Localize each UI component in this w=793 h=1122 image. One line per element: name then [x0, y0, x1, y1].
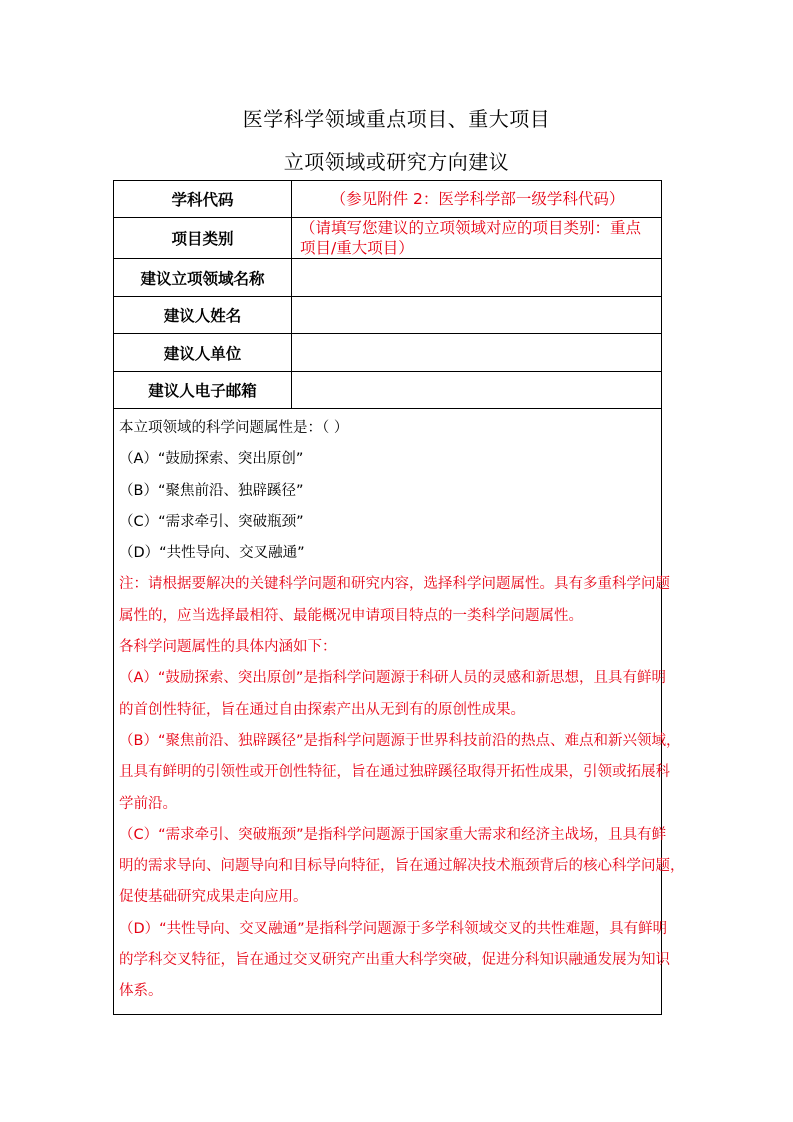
label-field-name: 建议立项领域名称 [114, 259, 292, 297]
definition-d-line2: 的学科交叉特征，旨在通过交叉研究产出重大科学突破，促进分科知识融通发展为知识 [119, 952, 670, 969]
label-proposer-email: 建议人电子邮箱 [114, 372, 292, 409]
definition-c-line2: 明的需求导向、问题导向和目标导向特征，旨在通过解决技术瓶颈背后的核心科学问题， [119, 858, 685, 875]
field-subject-code[interactable]: （参见附件 2：医学科学部一级学科代码） [292, 181, 662, 218]
form-row-proposer-email [114, 372, 662, 409]
proposal-form-table [113, 180, 685, 1015]
definition-b-line1: （B）“聚焦前沿、独辟蹊径”是指科学问题源于世界科技前沿的热点、难点和新兴领域， [119, 732, 681, 749]
field-proposer-unit[interactable] [292, 334, 662, 372]
attribute-option-b[interactable]: （B）“聚焦前沿、独辟蹊径” [119, 482, 304, 499]
attribute-question: 本立项领域的科学问题属性是：（ ） [119, 420, 349, 436]
attribute-option-a[interactable]: （A）“鼓励探索、突出原创” [119, 451, 304, 468]
note-line1: 注：请根据要解决的关键科学问题和研究内容，选择科学问题属性。具有多重科学问题 [119, 576, 670, 593]
definitions-intro: 各科学问题属性的具体内涵如下： [119, 639, 337, 656]
definition-b-line2: 且具有鲜明的引领性或开创性特征，旨在通过独辟蹊径取得开拓性成果，引领或拓展科 [119, 764, 670, 781]
label-project-category: 项目类别 [114, 218, 292, 259]
note-line2: 属性的，应当选择最相符、最能概况申请项目特点的一类科学问题属性。 [119, 607, 583, 624]
definition-d-line3: 体系。 [119, 983, 163, 1000]
definition-c-line1: （C）“需求牵引、突破瓶颈”是指科学问题源于国家重大需求和经济主战场，且具有鲜 [119, 826, 667, 843]
attribute-option-d[interactable]: （D）“共性导向、交叉融通” [119, 545, 305, 562]
field-project-category[interactable]: （请填写您建议的立项领域对应的项目类别：重点项目/重大项目） [292, 218, 662, 259]
form-row-project-category [114, 218, 662, 259]
scientific-attributes-cell[interactable] [114, 409, 685, 1015]
form-row-proposer-name [114, 297, 662, 334]
form-row-scientific-attributes [114, 409, 662, 1015]
definition-a-line1: （A）“鼓励探索、突出原创”是指科学问题源于科研人员的灵感和新思想，且具有鲜明 [119, 670, 666, 687]
label-proposer-unit: 建议人单位 [114, 334, 292, 372]
field-proposer-email[interactable] [292, 372, 662, 409]
form-row-subject-code [114, 181, 662, 218]
field-proposer-name[interactable] [292, 297, 662, 334]
document-title-line2: 立项领域或研究方向建议 [283, 150, 510, 174]
field-field-name[interactable] [292, 259, 662, 297]
form-row-proposer-unit [114, 334, 662, 372]
attribute-option-c[interactable]: （C）“需求牵引、突破瓶颈” [119, 513, 304, 530]
definition-b-line3: 学前沿。 [119, 795, 177, 812]
label-proposer-name: 建议人姓名 [114, 297, 292, 334]
form-row-field-name [114, 259, 662, 297]
definition-d-line1: （D）“共性导向、交叉融通”是指科学问题源于多学科领域交叉的共性难题，具有鲜明 [119, 920, 668, 937]
definition-c-line3: 促使基础研究成果走向应用。 [119, 889, 308, 906]
label-subject-code: 学科代码 [114, 181, 292, 218]
definition-a-line2: 的首创性特征，旨在通过自由探索产出从无到有的原创性成果。 [119, 701, 525, 718]
document-title-line1: 医学科学领域重点项目、重大项目 [242, 107, 551, 131]
